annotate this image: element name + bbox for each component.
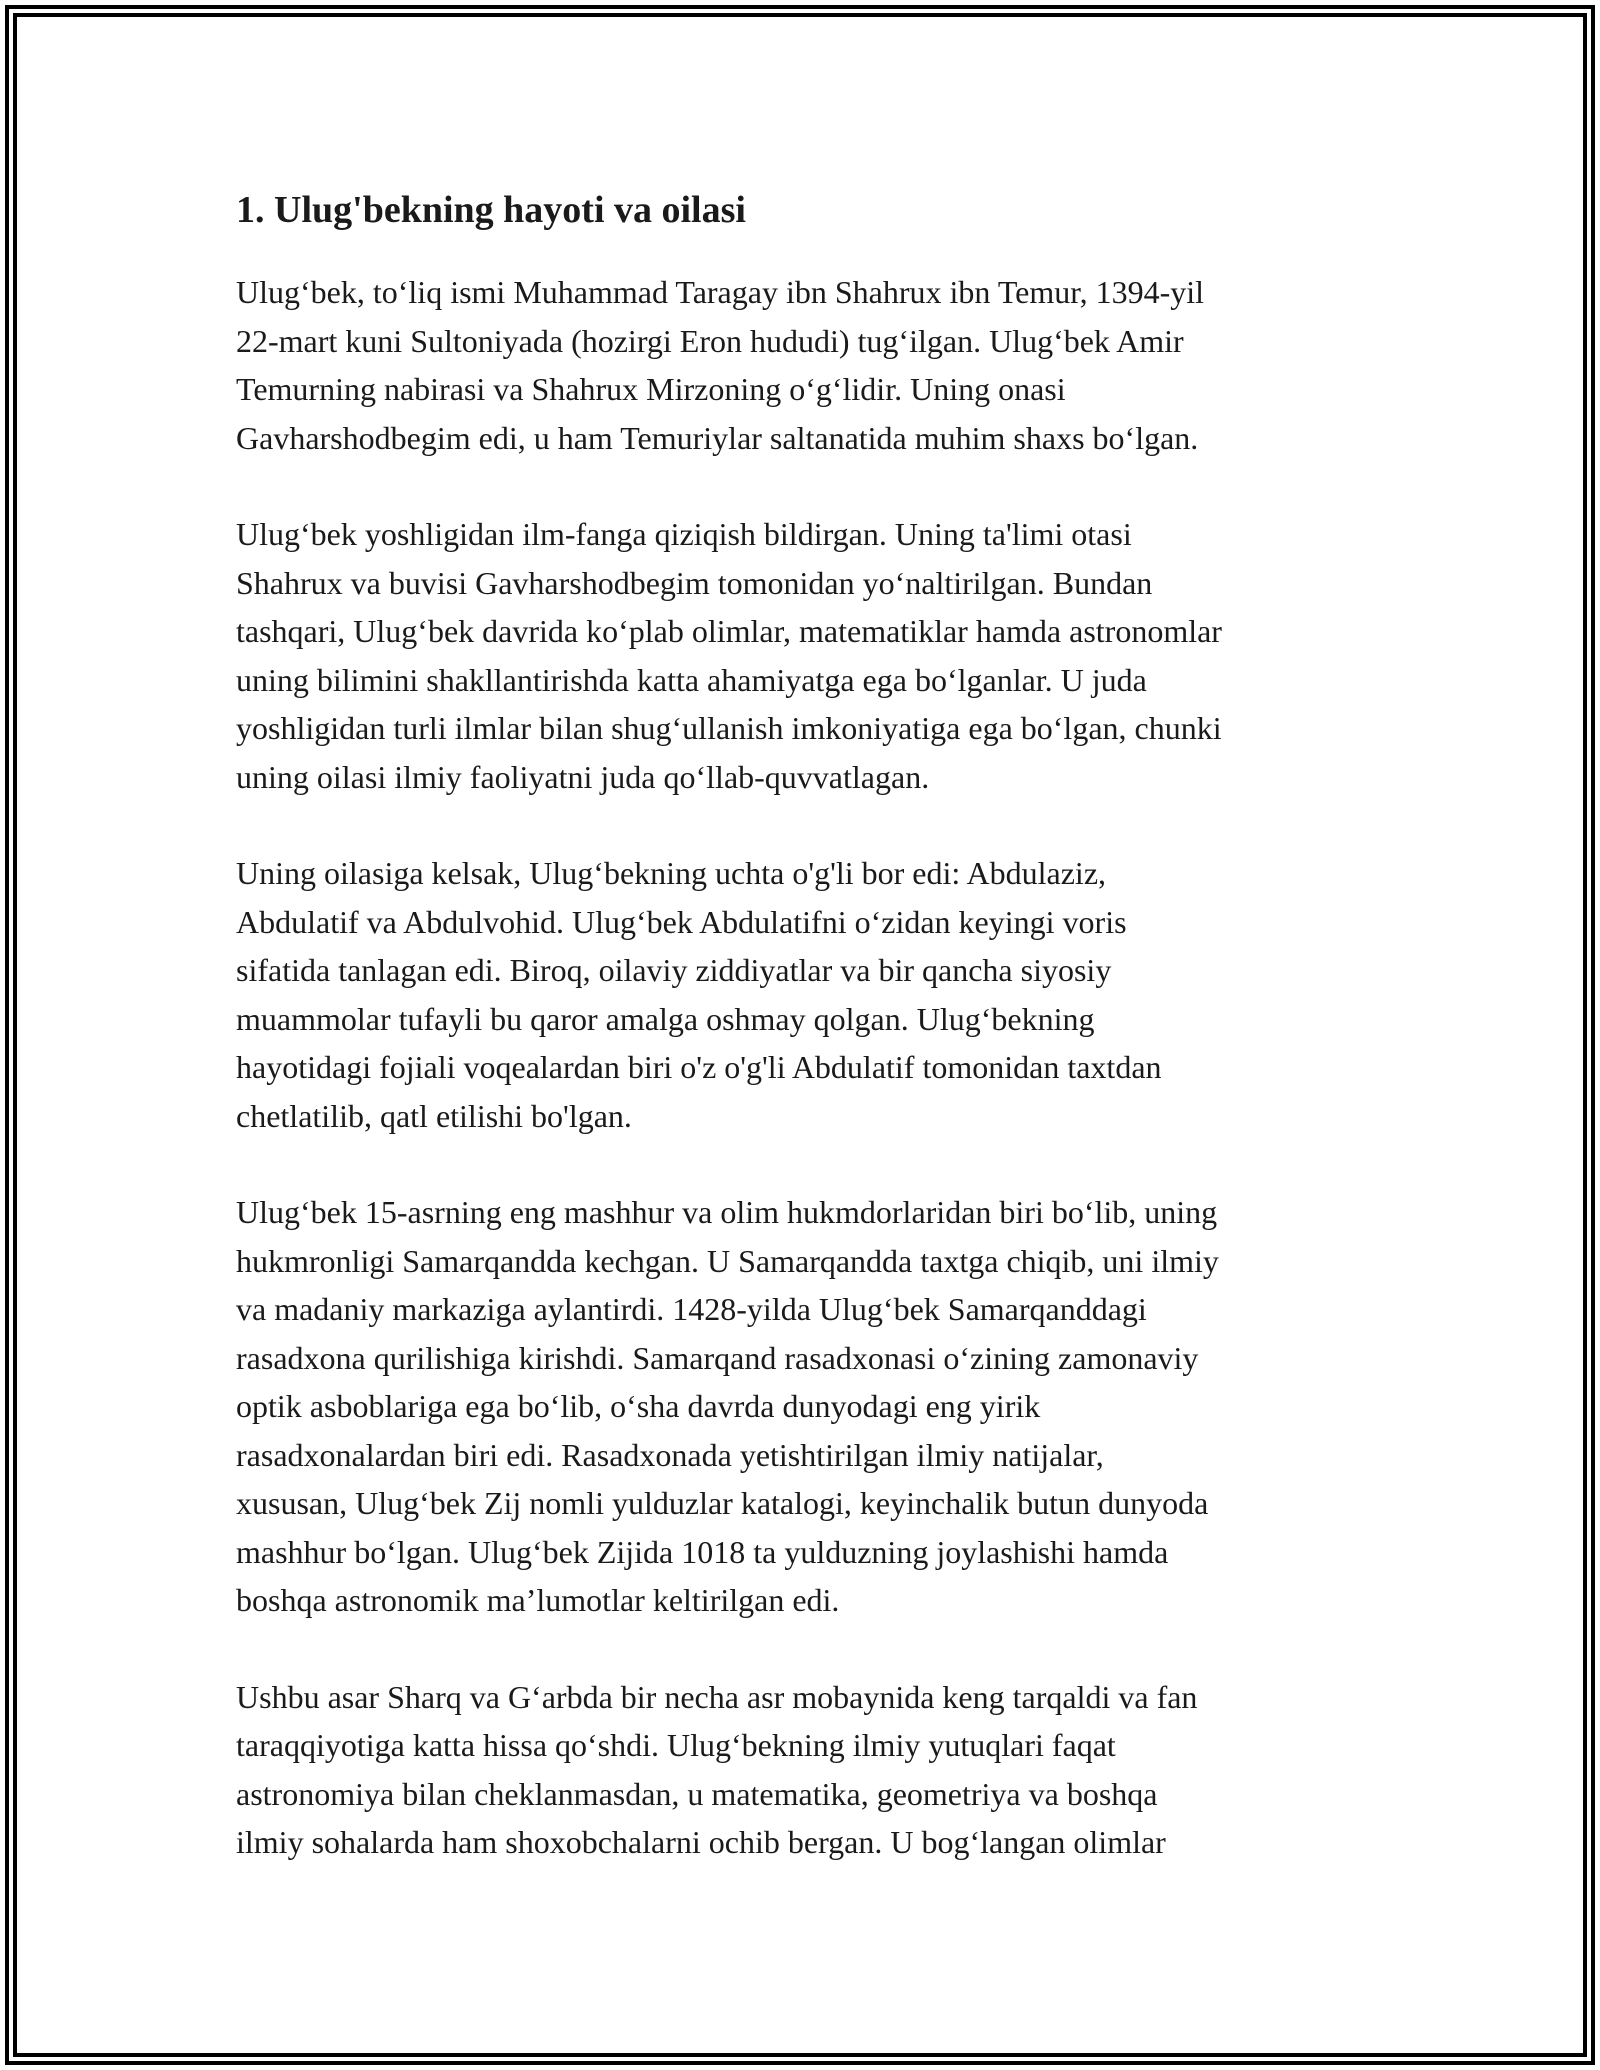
text-line: astronomiya bilan cheklanmasdan, u matematika, geometriya va boshqa xyxy=(236,1775,1158,1812)
text-line: rasadxona qurilishiga kirishdi. Samarqand rasadxonasi o‘zining zamonaviy xyxy=(236,1339,1199,1376)
paragraph-3 xyxy=(236,849,1376,1140)
document-body xyxy=(236,186,1376,1915)
text-line: Shahrux va buvisi Gavharshodbegim tomonidan yo‘naltirilgan. Bundan xyxy=(236,564,1153,601)
text-line: tashqari, Ulug‘bek davrida ko‘plab olimlar, matematiklar hamda astronomlar xyxy=(236,613,1222,649)
text-line: Ushbu asar Sharq va G‘arbda bir necha asr mobaynida keng tarqaldi va fan xyxy=(236,1678,1198,1715)
paragraph-4 xyxy=(236,1188,1376,1625)
section-heading: 1. Ulug'bekning hayoti va oilasi xyxy=(236,189,746,231)
paragraph-1 xyxy=(236,268,1376,462)
text-line: rasadxonalardan biri edi. Rasadxonada yetishtirilgan ilmiy natijalar, xyxy=(236,1436,1104,1473)
text-line: sifatida tanlagan edi. Biroq, oilaviy ziddiyatlar va bir qancha siyosiy xyxy=(236,952,1112,988)
text-line: muammolar tufayli bu qaror amalga oshmay qolgan. Ulug‘bekning xyxy=(236,1000,1095,1037)
text-line: Ulug‘bek, to‘liq ismi Muhammad Taragay ibn Shahrux ibn Temur, 1394-yil xyxy=(236,274,1205,310)
text-line: taraqqiyotiga katta hissa qo‘shdi. Ulug‘bekning ilmiy yutuqlari faqat xyxy=(236,1727,1116,1763)
text-line: mashhur bo‘lgan. Ulug‘bek Zijida 1018 ta yulduzning joylashishi hamda xyxy=(236,1533,1169,1570)
text-line: hukmronligi Samarqandda kechgan. U Samarqandda taxtga chiqib, uni ilmiy xyxy=(236,1242,1219,1279)
paragraph-5 xyxy=(236,1673,1376,1867)
text-line: Gavharshodbegim edi, u ham Temuriylar saltanatida muhim shaxs bo‘lgan. xyxy=(236,419,1199,456)
text-line: Ulug‘bek yoshligidan ilm-fanga qiziqish bildirgan. Uning ta'limi otasi xyxy=(236,516,1132,552)
text-line: Ulug‘bek 15-asrning eng mashhur va olim hukmdorlaridan biri bo‘lib, uning xyxy=(236,1194,1218,1230)
paragraph-2 xyxy=(236,510,1376,801)
text-line: chetlatilib, qatl etilishi bo'lgan. xyxy=(236,1097,632,1134)
text-line: hayotidagi fojiali voqealardan biri o'z o'g'li Abdulatif tomonidan taxtdan xyxy=(236,1049,1162,1085)
text-line: Temurning nabirasi va Shahrux Mirzoning o‘g‘lidir. Uning onasi xyxy=(236,371,1066,407)
text-line: va madaniy markaziga aylantirdi. 1428-yilda Ulug‘bek Samarqanddagi xyxy=(236,1291,1147,1327)
text-line: xususan, Ulug‘bek Zij nomli yulduzlar katalogi, keyinchalik butun dunyoda xyxy=(236,1485,1209,1521)
text-line: optik asboblariga ega bo‘lib, o‘sha davrda dunyodagi eng yirik xyxy=(236,1388,1041,1424)
text-line: yoshligidan turli ilmlar bilan shug‘ullanish imkoniyatiga ega bo‘lgan, chunki xyxy=(236,710,1222,746)
text-line: ilmiy sohalarda ham shoxobchalarni ochib bergan. U bog‘langan olimlar xyxy=(236,1824,1166,1860)
text-line: uning oilasi ilmiy faoliyatni juda qo‘llab-quvvatlagan. xyxy=(236,758,930,795)
text-line: boshqa astronomik ma’lumotlar keltirilgan edi. xyxy=(236,1582,840,1618)
text-line: 22-mart kuni Sultoniyada (hozirgi Eron hududi) tug‘ilgan. Ulug‘bek Amir xyxy=(236,322,1184,359)
text-line: Abdulatif va Abdulvohid. Ulug‘bek Abdulatifni o‘zidan keyingi voris xyxy=(236,903,1127,940)
text-line: uning bilimini shakllantirishda katta ahamiyatga ega bo‘lganlar. U juda xyxy=(236,661,1147,698)
text-line: Uning oilasiga kelsak, Ulug‘bekning uchta o'g'li bor edi: Abdulaziz, xyxy=(236,855,1107,891)
